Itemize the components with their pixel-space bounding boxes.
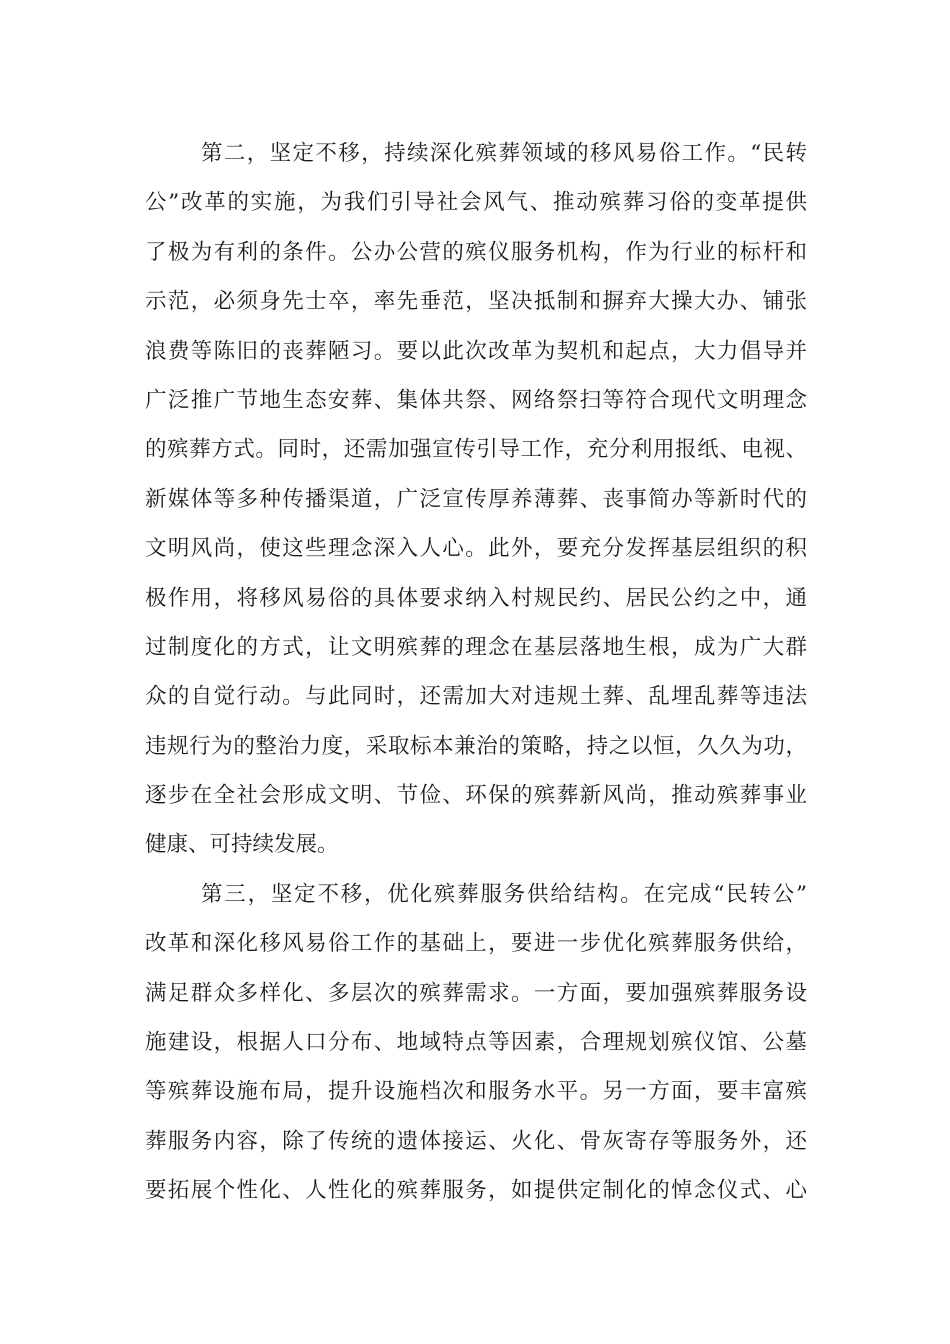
text-line: 违规行为的整治力度，采取标本兼治的策略，持之以恒，久久为功， bbox=[145, 733, 807, 759]
document-body bbox=[145, 136, 807, 1223]
text-line: 极作用，将移风易俗的具体要求纳入村规民约、居民公约之中，通 bbox=[145, 585, 807, 611]
text-line: 的殡葬方式。同时，还需加强宣传引导工作，充分利用报纸、电视、 bbox=[145, 437, 807, 463]
text-line: 逐步在全社会形成文明、节俭、环保的殡葬新风尚，推动殡葬事业 bbox=[145, 783, 807, 809]
text-line: 浪费等陈旧的丧葬陋习。要以此次改革为契机和起点，大力倡导并 bbox=[145, 338, 807, 364]
text-line: 过制度化的方式，让文明殡葬的理念在基层落地生根，成为广大群 bbox=[145, 634, 807, 660]
text-line: 施建设，根据人口分布、地域特点等因素，合理规划殡仪馆、公墓 bbox=[145, 1030, 807, 1056]
text-line: 满足群众多样化、多层次的殡葬需求。一方面，要加强殡葬服务设 bbox=[145, 980, 807, 1006]
text-line: 新媒体等多种传播渠道，广泛宣传厚养薄葬、丧事简办等新时代的 bbox=[145, 486, 807, 512]
paragraph bbox=[145, 136, 807, 877]
text-line: 了极为有利的条件。公办公营的殡仪服务机构，作为行业的标杆和 bbox=[145, 239, 807, 265]
text-line: 葬服务内容，除了传统的遗体接运、火化、骨灰寄存等服务外，还 bbox=[145, 1128, 807, 1154]
text-line: 要拓展个性化、人性化的殡葬服务，如提供定制化的悼念仪式、心 bbox=[145, 1178, 807, 1204]
text-line: 健康、可持续发展。 bbox=[145, 832, 339, 858]
text-line: 公”改革的实施，为我们引导社会风气、推动殡葬习俗的变革提供 bbox=[145, 190, 807, 216]
text-line: 众的自觉行动。与此同时，还需加大对违规土葬、乱埋乱葬等违法 bbox=[145, 684, 807, 710]
text-line: 示范，必须身先士卒，率先垂范，坚决抵制和摒弃大操大办、铺张 bbox=[145, 289, 807, 315]
text-line: 第三，坚定不移，优化殡葬服务供给结构。在完成“民转公” bbox=[201, 881, 807, 907]
text-line: 第二，坚定不移，持续深化殡葬领域的移风易俗工作。“民转 bbox=[201, 141, 807, 166]
text-line: 文明风尚，使这些理念深入人心。此外，要充分发挥基层组织的积 bbox=[145, 536, 807, 562]
text-line: 等殡葬设施布局，提升设施档次和服务水平。另一方面，要丰富殡 bbox=[145, 1079, 807, 1105]
paragraph bbox=[145, 877, 807, 1223]
text-line: 广泛推广节地生态安葬、集体共祭、网络祭扫等符合现代文明理念 bbox=[145, 387, 807, 413]
text-line: 改革和深化移风易俗工作的基础上，要进一步优化殡葬服务供给， bbox=[145, 931, 807, 957]
